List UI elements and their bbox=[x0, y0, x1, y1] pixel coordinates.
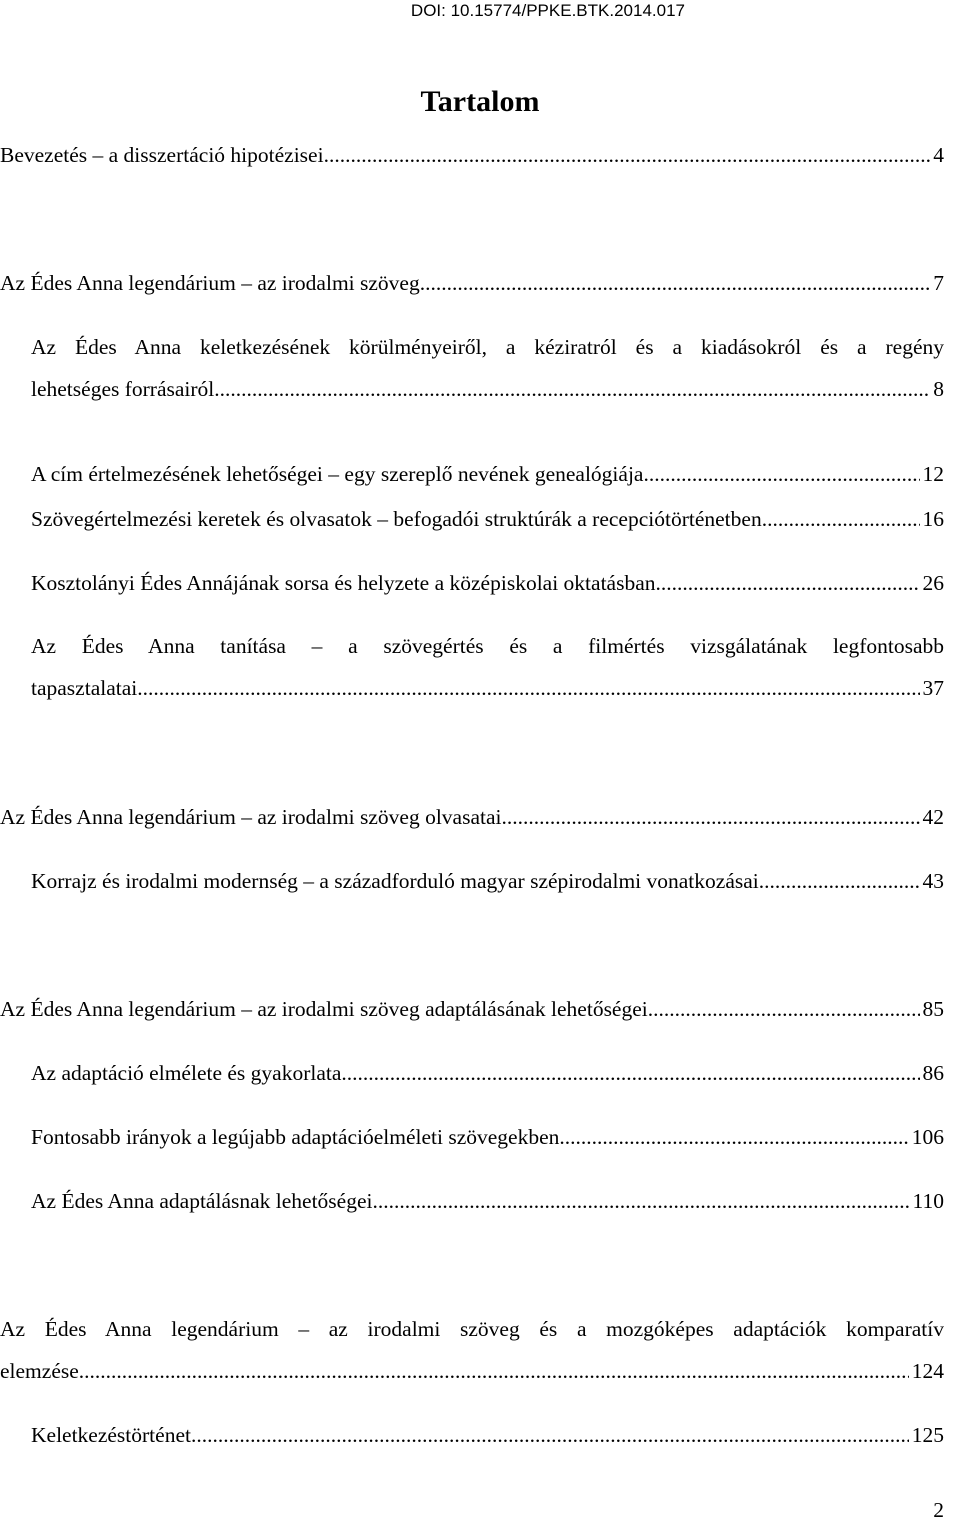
toc-leader-dots bbox=[341, 1061, 919, 1085]
toc-entry-text: Keletkezéstörténet bbox=[31, 1423, 191, 1447]
toc-entry-text: Kosztolányi Édes Annájának sorsa és helyzete a középiskolai oktatásban bbox=[31, 571, 656, 595]
toc-entry-text: elemzése bbox=[0, 1359, 79, 1383]
toc-leader-dots bbox=[137, 676, 919, 700]
toc-entry-text-line1: Az Édes Anna tanítása – a szövegértés és a filmértés vizsgálatának legfontosabb bbox=[31, 634, 944, 658]
toc-entry-text: lehetséges forrásairól bbox=[31, 377, 215, 401]
toc-entry-chapter-3[interactable] bbox=[0, 997, 944, 1021]
toc-leader-dots bbox=[643, 462, 919, 486]
toc-entry-adaptation-directions[interactable] bbox=[31, 1125, 944, 1149]
toc-entry-education[interactable] bbox=[31, 571, 944, 595]
toc-page-number: 12 bbox=[922, 462, 944, 486]
page-title: Tartalom bbox=[420, 85, 540, 118]
toc-entry-introduction[interactable] bbox=[0, 143, 944, 167]
toc-leader-dots bbox=[762, 507, 920, 531]
toc-entry-text: Az Édes Anna legendárium – az irodalmi szöveg adaptálásának lehetőségei bbox=[0, 997, 648, 1021]
toc-entry-genesis[interactable] bbox=[31, 1423, 944, 1447]
toc-entry-title-interpretation[interactable] bbox=[31, 462, 944, 486]
toc-page-number: 110 bbox=[912, 1189, 944, 1213]
toc-entry-text-line1: Az Édes Anna legendárium – az irodalmi szöveg és a mozgóképes adaptációk komparatív bbox=[0, 1317, 944, 1341]
toc-leader-dots bbox=[372, 1189, 909, 1213]
toc-entry-chapter-1[interactable] bbox=[0, 271, 944, 295]
toc-page-number: 26 bbox=[922, 571, 944, 595]
toc-entry-text: Az adaptáció elmélete és gyakorlata bbox=[31, 1061, 342, 1085]
toc-entry-text: Az Édes Anna legendárium – az irodalmi szöveg olvasatai bbox=[0, 805, 502, 829]
toc-entry-modernism[interactable] bbox=[31, 869, 944, 893]
toc-entry-teaching[interactable] bbox=[31, 634, 944, 700]
toc-entry-reception[interactable] bbox=[31, 507, 944, 531]
toc-entry-text: tapasztalatai bbox=[31, 676, 138, 700]
toc-leader-dots bbox=[502, 805, 920, 829]
toc-page-number: 85 bbox=[922, 997, 944, 1021]
toc-leader-dots bbox=[759, 869, 920, 893]
toc-leader-dots bbox=[420, 271, 931, 295]
toc-leader-dots bbox=[191, 1423, 909, 1447]
toc-page-number: 124 bbox=[911, 1359, 944, 1383]
toc-page-number: 4 bbox=[933, 143, 944, 167]
toc-page-number: 43 bbox=[922, 869, 944, 893]
toc-entry-adaptation-possibilities[interactable] bbox=[31, 1189, 944, 1213]
toc-page-number: 106 bbox=[911, 1125, 944, 1149]
toc-page-number: 42 bbox=[922, 805, 944, 829]
toc-page-number: 86 bbox=[922, 1061, 944, 1085]
toc-leader-dots bbox=[559, 1125, 908, 1149]
doi-header: DOI: 10.15774/PPKE.BTK.2014.017 bbox=[410, 1, 685, 20]
toc-entry-text: Fontosabb irányok a legújabb adaptációelméleti szövegekben bbox=[31, 1125, 560, 1149]
toc-entry-chapter-2[interactable] bbox=[0, 805, 944, 829]
toc-entry-origins[interactable] bbox=[31, 335, 944, 401]
toc-entry-text: Az Édes Anna adaptálásnak lehetőségei bbox=[31, 1189, 373, 1213]
toc-entry-adaptation-theory[interactable] bbox=[31, 1061, 944, 1085]
toc-entry-text: Szövegértelmezési keretek és olvasatok – befogadói struktúrák a recepciótörténetben bbox=[31, 507, 762, 531]
toc-entry-text-line1: Az Édes Anna keletkezésének körülményeiről, a kéziratról és a kiadásokról és a regény bbox=[31, 335, 944, 359]
toc-page-number: 7 bbox=[933, 271, 944, 295]
toc-page-number: 16 bbox=[922, 507, 944, 531]
toc-leader-dots bbox=[79, 1359, 909, 1383]
toc-entry-text: Korrajz és irodalmi modernség – a századforduló magyar szépirodalmi vonatkozásai bbox=[31, 869, 759, 893]
toc-page-number: 125 bbox=[911, 1423, 944, 1447]
toc-entry-text: A cím értelmezésének lehetőségei – egy szereplő nevének genealógiája bbox=[31, 462, 644, 486]
toc-leader-dots bbox=[324, 143, 931, 167]
toc-leader-dots bbox=[656, 571, 920, 595]
toc-leader-dots bbox=[214, 377, 930, 401]
toc-page-number: 37 bbox=[922, 676, 944, 700]
toc-page-number: 8 bbox=[933, 377, 944, 401]
page-number: 2 bbox=[933, 1498, 944, 1522]
toc-entry-text: Az Édes Anna legendárium – az irodalmi szöveg bbox=[0, 271, 420, 295]
toc-leader-dots bbox=[648, 997, 920, 1021]
toc-entry-text: Bevezetés – a disszertáció hipotézisei bbox=[0, 143, 324, 167]
toc-entry-chapter-4[interactable] bbox=[0, 1317, 944, 1383]
